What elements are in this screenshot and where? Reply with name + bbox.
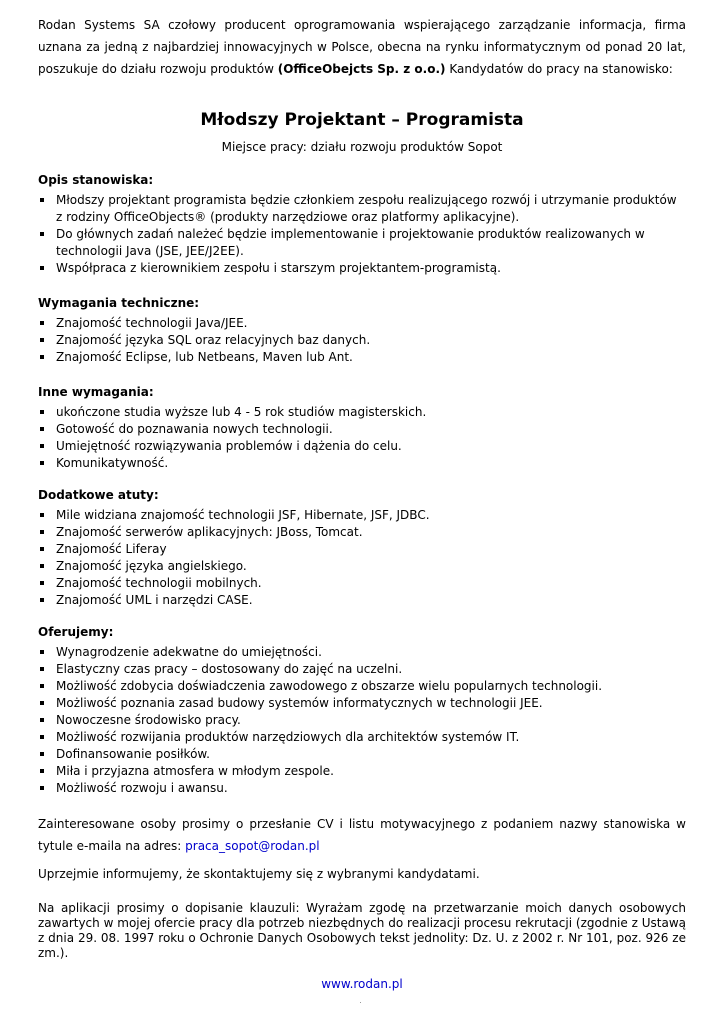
list-item: Możliwość poznania zasad budowy systemów informatycznych w technologii JEE. <box>38 695 686 712</box>
list-item: Znajomość UML i narzędzi CASE. <box>38 592 686 609</box>
list-item: Współpraca z kierownikiem zespołu i starszym projektantem-programistą. <box>38 260 686 277</box>
section-heading: Opis stanowiska: <box>38 173 154 187</box>
list-item: Umiejętność rozwiązywania problemów i dążenia do celu. <box>38 438 686 455</box>
contact-paragraph <box>38 813 686 857</box>
section-heading: Wymagania techniczne: <box>38 296 200 310</box>
section-other-requirements <box>38 384 686 472</box>
list-item: Dofinansowanie posiłków. <box>38 746 686 763</box>
website-footer <box>38 976 686 993</box>
list-item: Komunikatywność. <box>38 455 686 472</box>
list-item: Znajomość serwerów aplikacyjnych: JBoss, Tomcat. <box>38 524 686 541</box>
intro-text: Rodan Systems SA czołowy producent oprogramowania wspierającego zarządzanie informacja, firma uznana za jedną z najbardziej innowacyjnych w Polsce, obecna na rynku informatycznym od ponad 20 lat, poszukuje do działu rozwoju produktów <box>38 18 686 76</box>
section-heading: Oferujemy: <box>38 625 114 639</box>
company-name: (OfficeObejcts Sp. z o.o.) <box>277 62 446 76</box>
section-heading: Inne wymagania: <box>38 385 154 399</box>
intro-text-end: Kandydatów do pracy na stanowisko: <box>445 62 673 76</box>
list-item: Znajomość technologii Java/JEE. <box>38 315 686 332</box>
notice-paragraph: Uprzejmie informujemy, że skontaktujemy się z wybranymi kandydatami. <box>38 867 480 881</box>
list-item: Możliwość zdobycia doświadczenia zawodowego z obszarze wielu popularnych technologii. <box>38 678 686 695</box>
list-item: Znajomość języka angielskiego. <box>38 558 686 575</box>
list-item: Możliwość rozwijania produktów narzędziowych dla architektów systemów IT. <box>38 729 686 746</box>
job-posting <box>38 14 686 993</box>
work-location: Miejsce pracy: działu rozwoju produktów Sopot <box>221 140 503 154</box>
email-link[interactable]: praca_sopot@rodan.pl <box>185 839 320 853</box>
bullet-list <box>38 644 686 797</box>
list-item: Gotowość do poznawania nowych technologii. <box>38 421 686 438</box>
list-item: Znajomość Liferay <box>38 541 686 558</box>
list-item: Wynagrodzenie adekwatne do umiejętności. <box>38 644 686 661</box>
list-item: Znajomość języka SQL oraz relacyjnych baz danych. <box>38 332 686 349</box>
list-item: Miła i przyjazna atmosfera w młodym zespole. <box>38 763 686 780</box>
intro-paragraph <box>38 14 686 80</box>
section-job-description <box>38 172 686 277</box>
contact-text: Zainteresowane osoby prosimy o przesłanie CV i listu motywacyjnego z podaniem nazwy stanowiska w tytule e-maila na adres: <box>38 817 686 853</box>
bullet-list <box>38 315 686 366</box>
bullet-list <box>38 507 686 609</box>
list-item: Młodszy projektant programista będzie członkiem zespołu realizującego rozwój i utrzymanie produktów z rodziny OfficeObjects® (produkty narzędziowe oraz platformy aplikacyjne). <box>38 192 686 226</box>
list-item: Znajomość Eclipse, lub Netbeans, Maven lub Ant. <box>38 349 686 366</box>
section-heading: Dodatkowe atuty: <box>38 488 159 502</box>
list-item: Nowoczesne środowisko pracy. <box>38 712 686 729</box>
job-title: Młodszy Projektant – Programista <box>200 110 524 130</box>
list-item: Mile widziana znajomość technologii JSF, Hibernate, JSF, JDBC. <box>38 507 686 524</box>
list-item: Elastyczny czas pracy – dostosowany do zajęć na uczelni. <box>38 661 686 678</box>
section-we-offer <box>38 624 686 797</box>
bullet-list <box>38 192 686 277</box>
list-item: Znajomość technologii mobilnych. <box>38 575 686 592</box>
list-item: Do głównych zadań należeć będzie implementowanie i projektowanie produktów realizowanych w technologii Java (JSE, JEE/J2EE). <box>38 226 686 260</box>
section-technical-requirements <box>38 295 686 366</box>
list-item: ukończone studia wyższe lub 4 - 5 rok studiów magisterskich. <box>38 404 686 421</box>
list-item: Możliwość rozwoju i awansu. <box>38 780 686 797</box>
website-link[interactable]: www.rodan.pl <box>321 977 403 991</box>
section-additional-assets <box>38 487 686 609</box>
page-mark <box>360 1002 361 1003</box>
consent-clause: Na aplikacji prosimy o dopisanie klauzuli: Wyrażam zgodę na przetwarzanie moich danych osobowych zawartych w mojej ofercie pracy dla potrzeb niezbędnych do realizacji procesu rekrutacji (zgodnie z Ustawą z dnia 29. 08. 1997 roku o Ochronie Danych Osobowych tekst jednolity: Dz. U. z 2002 r. Nr 101, poz. 926 ze zm.). <box>38 901 686 960</box>
bullet-list <box>38 404 686 472</box>
